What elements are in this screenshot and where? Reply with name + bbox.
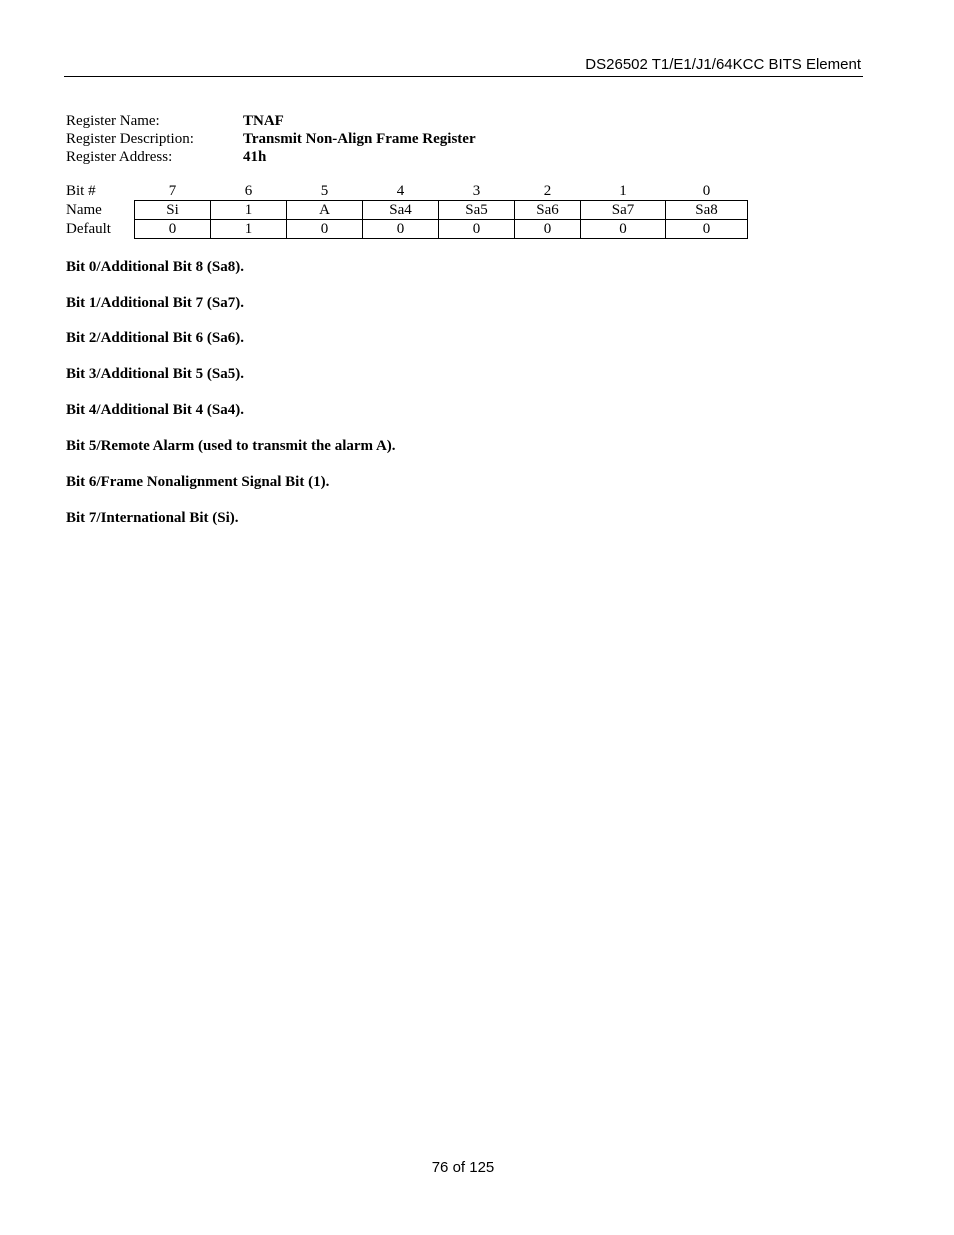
bit-number-cell: 0 bbox=[702, 183, 711, 199]
bit-name-cell: Si bbox=[135, 201, 211, 220]
register-description-label: Register Description: bbox=[66, 131, 194, 147]
bit-name-label: Name bbox=[66, 202, 102, 218]
bit-number-cell: 4 bbox=[396, 183, 405, 199]
bit-number-cell: 7 bbox=[168, 183, 177, 199]
bit-default-cell: 0 bbox=[135, 220, 211, 239]
bit-number-row bbox=[66, 182, 748, 201]
bit-7-description: Bit 7/International Bit (Si). bbox=[66, 510, 239, 526]
bit-name-cell: 1 bbox=[211, 201, 287, 220]
bit-6-description: Bit 6/Frame Nonalignment Signal Bit (1). bbox=[66, 474, 330, 490]
register-description-row bbox=[66, 130, 476, 148]
bit-name-row bbox=[66, 201, 748, 220]
bit-number-label: Bit # bbox=[66, 183, 96, 200]
bit-name-cell: Sa4 bbox=[363, 201, 439, 220]
bit-default-cell: 0 bbox=[515, 220, 581, 239]
bit-number-cell: 2 bbox=[543, 183, 552, 199]
register-name-label: Register Name: bbox=[66, 113, 160, 129]
bit-default-row bbox=[66, 220, 748, 239]
bit-default-cell: 0 bbox=[363, 220, 439, 239]
register-address-label: Register Address: bbox=[66, 149, 173, 165]
bit-5-description: Bit 5/Remote Alarm (used to transmit the alarm A). bbox=[66, 438, 396, 454]
register-address-row bbox=[66, 148, 476, 166]
register-info bbox=[66, 112, 476, 166]
bit-name-cell: Sa5 bbox=[439, 201, 515, 220]
register-description-value: Transmit Non-Align Frame Register bbox=[243, 131, 476, 147]
register-name-value: TNAF bbox=[243, 113, 284, 129]
register-address-value: 41h bbox=[243, 149, 267, 165]
bit-name-cell: Sa6 bbox=[515, 201, 581, 220]
bit-number-cell: 6 bbox=[244, 183, 253, 199]
register-name-row bbox=[66, 112, 476, 130]
bit-number-cell: 5 bbox=[320, 183, 329, 199]
bit-number-cell: 1 bbox=[619, 183, 627, 199]
bit-name-cell: Sa7 bbox=[581, 201, 666, 220]
bit-default-cell: 0 bbox=[666, 220, 748, 239]
document-header-title: DS26502 T1/E1/J1/64KCC BITS Element bbox=[585, 56, 861, 73]
bit-name-cell: Sa8 bbox=[666, 201, 748, 220]
page-number: 76 of 125 bbox=[431, 1159, 495, 1176]
bit-name-cell: A bbox=[287, 201, 363, 220]
bit-1-description: Bit 1/Additional Bit 7 (Sa7). bbox=[66, 295, 244, 311]
bit-4-description: Bit 4/Additional Bit 4 (Sa4). bbox=[66, 402, 244, 418]
bit-2-description: Bit 2/Additional Bit 6 (Sa6). bbox=[66, 330, 244, 346]
bit-default-label: Default bbox=[66, 221, 111, 237]
bit-3-description: Bit 3/Additional Bit 5 (Sa5). bbox=[66, 366, 244, 382]
bit-default-cell: 0 bbox=[581, 220, 666, 239]
bit-default-cell: 0 bbox=[439, 220, 515, 239]
header-divider bbox=[64, 76, 863, 77]
register-bit-table bbox=[66, 182, 748, 239]
bit-number-cell: 3 bbox=[472, 183, 481, 199]
bit-default-cell: 1 bbox=[211, 220, 287, 239]
bit-0-description: Bit 0/Additional Bit 8 (Sa8). bbox=[66, 259, 244, 275]
bit-default-cell: 0 bbox=[287, 220, 363, 239]
